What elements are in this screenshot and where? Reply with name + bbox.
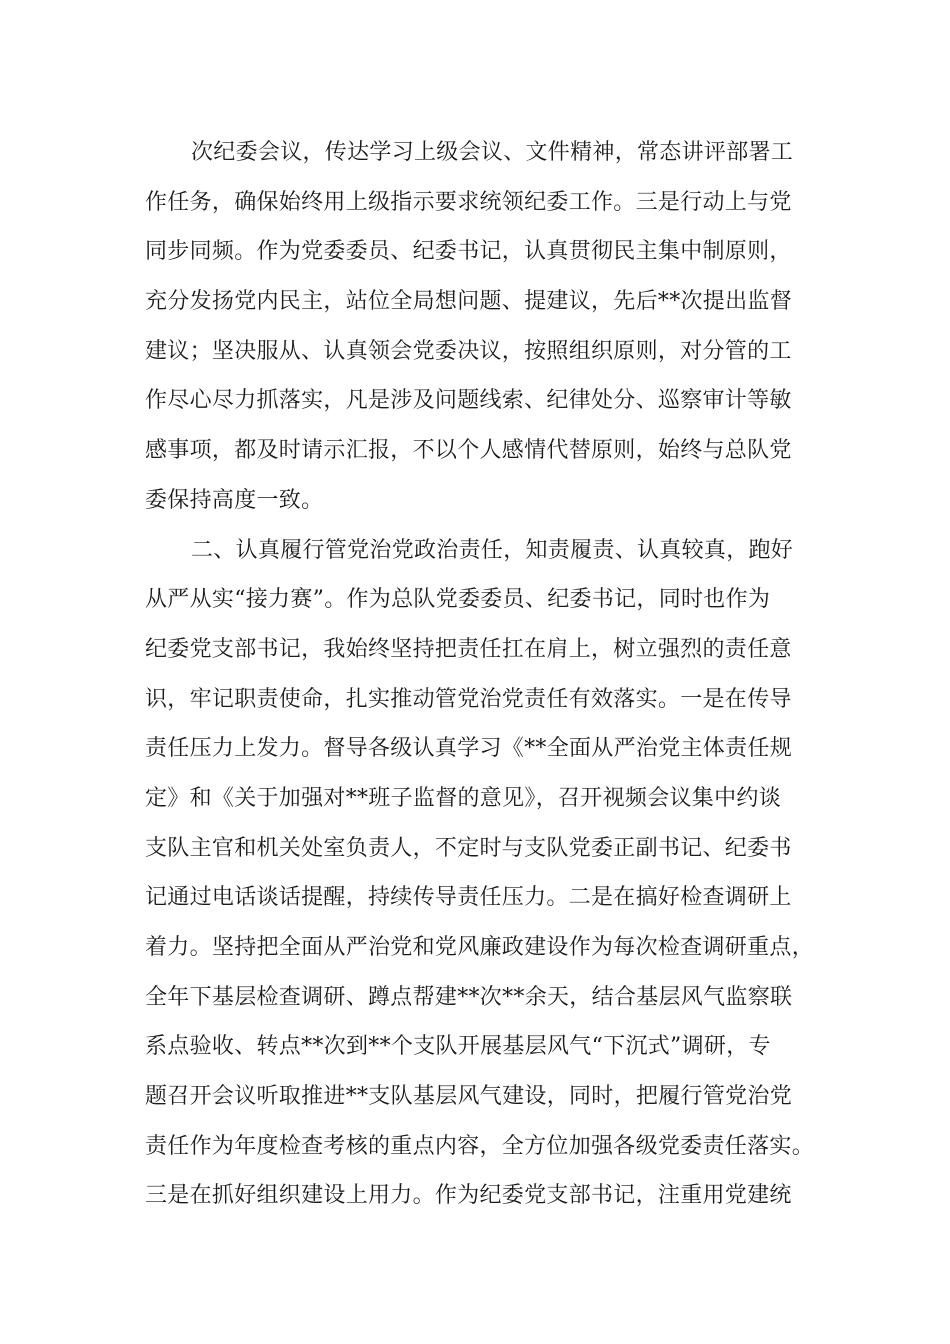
text-line: 记通过电话谈话提醒，持续传导责任压力。二是在搞好检查调研上 — [145, 885, 792, 911]
text-line: 委保持高度一致。 — [145, 487, 324, 513]
text-line: 同步同频。作为党委委员、纪委书记，认真贯彻民主集中制原则， — [145, 239, 792, 265]
text-line: 着力。坚持把全面从严治党和党风廉政建设作为每次检查调研重点， — [145, 935, 815, 960]
text-line: 感事项，都及时请示汇报，不以个人感情代替原则，始终与总队党 — [145, 438, 792, 464]
text-line: 次纪委会议，传达学习上级会议、文件精神，常态讲评部署工 — [191, 140, 794, 165]
text-line: 责任作为年度检查考核的重点内容，全方位加强各级党委责任落实。 — [145, 1133, 815, 1159]
text-line: 定》和《关于加强对**班子监督的意见》，召开视频会议集中约谈 — [145, 785, 782, 811]
text-line: 从严从实“接力赛”。作为总队党委委员、纪委书记，同时也作为 — [145, 587, 771, 613]
document-body — [145, 128, 815, 1221]
paragraph-continuation — [145, 128, 815, 526]
text-line: 全年下基层检查调研、蹲点帮建**次**余天，结合基层风气监察联 — [145, 984, 793, 1010]
text-line: 识，牢记职责使命，扎实推动管党治党责任有效落实。一是在传导 — [145, 686, 792, 712]
text-line: 三是在抓好组织建设上用力。作为纪委党支部书记，注重用党建统 — [145, 1183, 792, 1209]
text-line: 二、认真履行管党治党政治责任，知责履责、认真较真，跑好 — [191, 537, 794, 563]
text-line: 支队主官和机关处室负责人，不定时与支队党委正副书记、纪委书 — [145, 835, 792, 861]
paragraph-section-two — [145, 526, 815, 1222]
text-line: 题召开会议听取推进**支队基层风气建设，同时，把履行管党治党 — [145, 1084, 793, 1110]
text-line: 系点验收、转点**次到**个支队开展基层风气“下沉式”调研，专 — [145, 1034, 771, 1060]
text-line: 作任务，确保始终用上级指示要求统领纪委工作。三是行动上与党 — [145, 189, 792, 215]
text-line: 建议；坚决服从、认真领会党委决议，按照组织原则，对分管的工 — [145, 338, 792, 364]
text-line: 纪委党支部书记，我始终坚持把责任扛在肩上，树立强烈的责任意 — [145, 636, 792, 662]
text-line: 作尽心尽力抓落实，凡是涉及问题线索、纪律处分、巡察审计等敏 — [145, 388, 792, 414]
text-line: 责任压力上发力。督导各级认真学习《**全面从严治党主体责任规 — [145, 736, 793, 762]
text-line: 充分发扬党内民主，站位全局想问题、提建议，先后**次提出监督 — [145, 289, 793, 315]
